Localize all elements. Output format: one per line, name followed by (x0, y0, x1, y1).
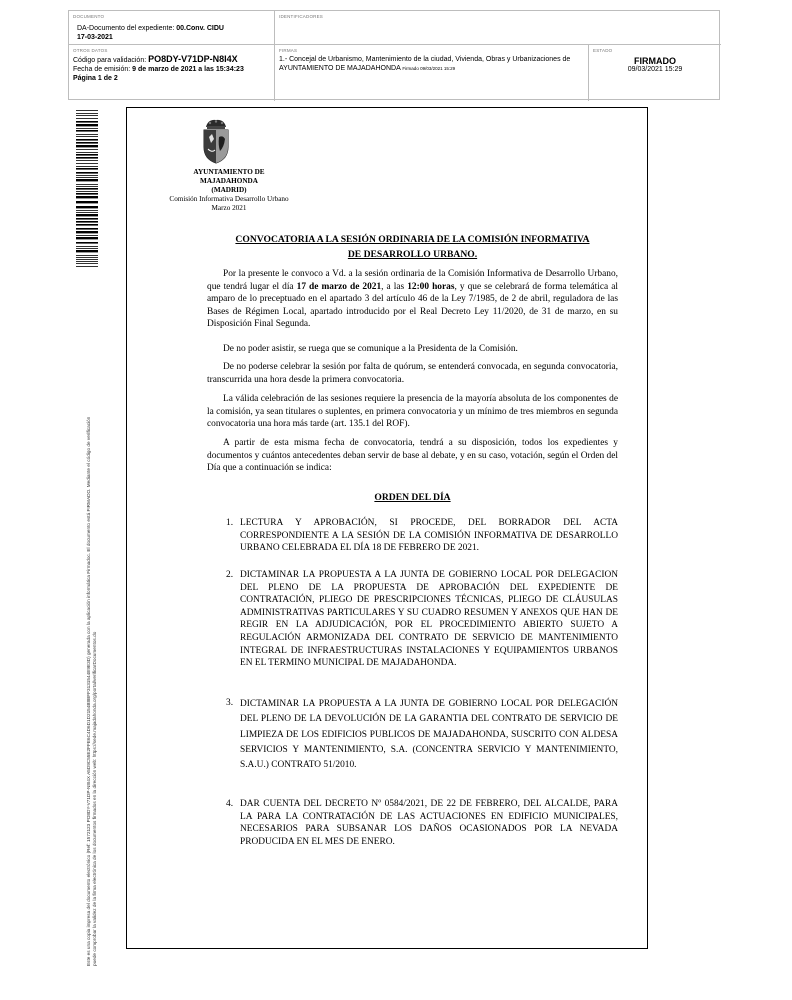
paragraph-convocation: Por la presente le convoco a Vd. a la sesión ordinaria de la Comisión Informativa de Desarrollo Urbano, que tendrá lugar el día 17 de marzo de 2021, a las 12:00 horas, y que se celebrará de forma telemática al amparo de lo preceptuado en el apartado 3 del artículo 46 de la Ley 7/1985, de 2 de abril, reguladora de las Bases de Régimen Local, apartado introducido por el Real Decreto Ley 11/2020, de 31 de marzo, en su Disposición Final Segunda. (207, 269, 619, 330)
paragraph-absence: De no poder asistir, se ruega que se comunique a la Presidenta de la Comisión. (223, 344, 518, 354)
verification-side-text (86, 276, 98, 966)
document-cell (69, 11, 275, 45)
side-text-line-1: Este es una copia impresa del documento electrónico (Ref: 1572123 PO8DY-V71DP-N8I4X A5D9C55E2FFE6C4D6D1D2154B8BFF3131544E9E3D) generada con la aplicación informática Firmadoc. El documento está FIRMADO. Mediante el código de verificación (86, 416, 91, 966)
organization-block (150, 168, 308, 213)
signature-header (68, 10, 720, 100)
coat-of-arms-icon (200, 117, 232, 165)
signatures-label: FIRMAS (279, 48, 298, 53)
document-title (207, 232, 618, 262)
signature-line: 1.- Concejal de Urbanismo, Mantenimiento de la ciudad, Vivienda, Obras y Urbanizaciones de (279, 56, 571, 63)
org-line-4: Comisión Informativa Desarrollo Urbano (169, 195, 289, 203)
page-number: Página 1 de 2 (73, 75, 118, 82)
agenda-item-text: DICTAMINAR LA PROPUESTA A LA JUNTA DE GOBIERNO LOCAL POR DELEGACION DEL PLENO DE LA PROPUESTA DE APROBACIÓN DEL EXPEDIENTE DE CONTRATACIÓN, PLIEGO DE PRESCRIPCIONES TÉCNICAS, PLIEGO DE CLÁUSULAS ADMINISTRATIVAS PARTICULARES Y SU CUADRO RESUMEN Y ANEXOS QUE HAN DE REGIR EN LA ADJUDICACIÓN, POR EL PROCEDIMIENTO ABIERTO SUJETO A REGULACIÓN ARMONIZADA DEL CONTRATO DE SERVICIO DE MANTENIMIENTO INTEGRAL DE INFRAESTRUCTURAS INSTALACIONES Y EQUIPAMIENTOS URBANOS EN EL TERMINO MUNICIPAL DE MAJADAHONDA. (240, 570, 618, 669)
org-line-2: MAJADAHONDA (200, 177, 258, 185)
agenda-item-text: LECTURA Y APROBACIÓN, SI PROCEDE, DEL BORRADOR DEL ACTA CORRESPONDIENTE A LA SESIÓN DE LA COMISIÓN INFORMATIVA DE DESARROLLO URBANO CELEBRADA EL DÍA 18 DE FEBRERO DE 2021. (240, 518, 618, 554)
paragraph-validity: La válida celebración de las sesiones requiere la presencia de la mayoría absoluta de los componentes de la comisión, ya sean titulares o suplentes, en primera convocatoria y un mínimo de tres miembros en segunda convocatoria una hora más tarde (art. 135.1 del ROF). (207, 394, 618, 430)
signature-org-line: AYUNTAMIENTO DE MAJADAHONDA Firmado 09/03/2021 15:29 (279, 65, 456, 72)
validation-code: Código para validación: PO8DY-V71DP-N8I4X (73, 54, 238, 64)
org-line-5: Marzo 2021 (211, 204, 247, 212)
signatures-cell (275, 45, 589, 101)
agenda-title: ORDEN DEL DÍA (374, 492, 451, 503)
org-line-1: AYUNTAMIENTO DE (193, 168, 265, 176)
agenda-item-number: 1. (226, 518, 234, 528)
agenda-item-number: 4. (226, 799, 234, 809)
document-name: DA-Documento del expediente: 00.Conv. CIDU (77, 25, 224, 32)
identifiers-cell (275, 11, 721, 45)
other-data-cell (69, 45, 275, 101)
document-label: DOCUMENTO (73, 14, 105, 19)
paragraph-quorum: De no poderse celebrar la sesión por falta de quórum, se entenderá convocada, en segunda convocatoria, transcurrida una hora desde la primera convocatoria. (207, 362, 618, 385)
side-text-line-2: puede comprobar la validez de la firma electrónica de los documentos firmados en la dirección web: https://sede.majadahonda.org/portal/verificarDocumentos.do (92, 631, 97, 966)
paragraph-documents: A partir de esta misma fecha de convocatoria, tendrá a su disposición, todos los expedientes y documentos y cuántos antecedentes deban servir de base al debate, y en su caso, votación, según el Orden del Día que a continuación se indica: (207, 438, 618, 474)
status-cell (589, 45, 721, 101)
status-value: FIRMADO (634, 56, 676, 66)
identifiers-label: IDENTIFICADORES (279, 14, 324, 19)
agenda-item-number: 3. (226, 698, 234, 708)
title-line-1: CONVOCATORIA A LA SESIÓN ORDINARIA DE LA COMISIÓN INFORMATIVA (235, 234, 590, 245)
org-line-3: (MADRID) (211, 186, 247, 194)
issue-date: Fecha de emisión: 9 de marzo de 2021 a las 15:34:23 (73, 66, 244, 73)
document-date: 17-03-2021 (77, 34, 113, 41)
title-line-2: DE DESARROLLO URBANO. (347, 249, 478, 260)
barcode-icon (76, 110, 98, 268)
agenda-item-text: DAR CUENTA DEL DECRETO Nº 0584/2021, DE 22 DE FEBRERO, DEL ALCALDE, PARA LA PARA LA CONTRATACIÓN DE LAS ACTUACIONES EN EDIFICIO MUNICIPALES, NECESARIOS PARA SUBSANAR LOS DAÑOS OCASIONADOS POR LA NEVADA PRODUCIDA EN EL MES DE ENERO. (240, 799, 618, 847)
status-date: 09/03/2021 15:29 (627, 66, 683, 73)
other-data-label: OTROS DATOS (73, 48, 108, 53)
agenda-item-number: 2. (226, 570, 234, 580)
agenda-item-text: DICTAMINAR LA PROPUESTA A LA JUNTA DE GOBIERNO LOCAL POR DELEGACIÓN DEL PLENO DE LA DEVOLUCIÓN DE LA GARANTIA DEL CONTRATO DE SERVICIO DE LIMPIEZA DE LOS EDIFICIOS PUBLICOS DE MAJADAHONDA, SUSCRITO CON ALDESA SERVICIOS Y MANTENIMIENTO, S.A. (CONCENTRA SERVICIO Y MANTENIMIENTO, S.A.U.) CONTRATO 51/2010. (240, 699, 618, 771)
status-label: ESTADO (593, 48, 613, 53)
